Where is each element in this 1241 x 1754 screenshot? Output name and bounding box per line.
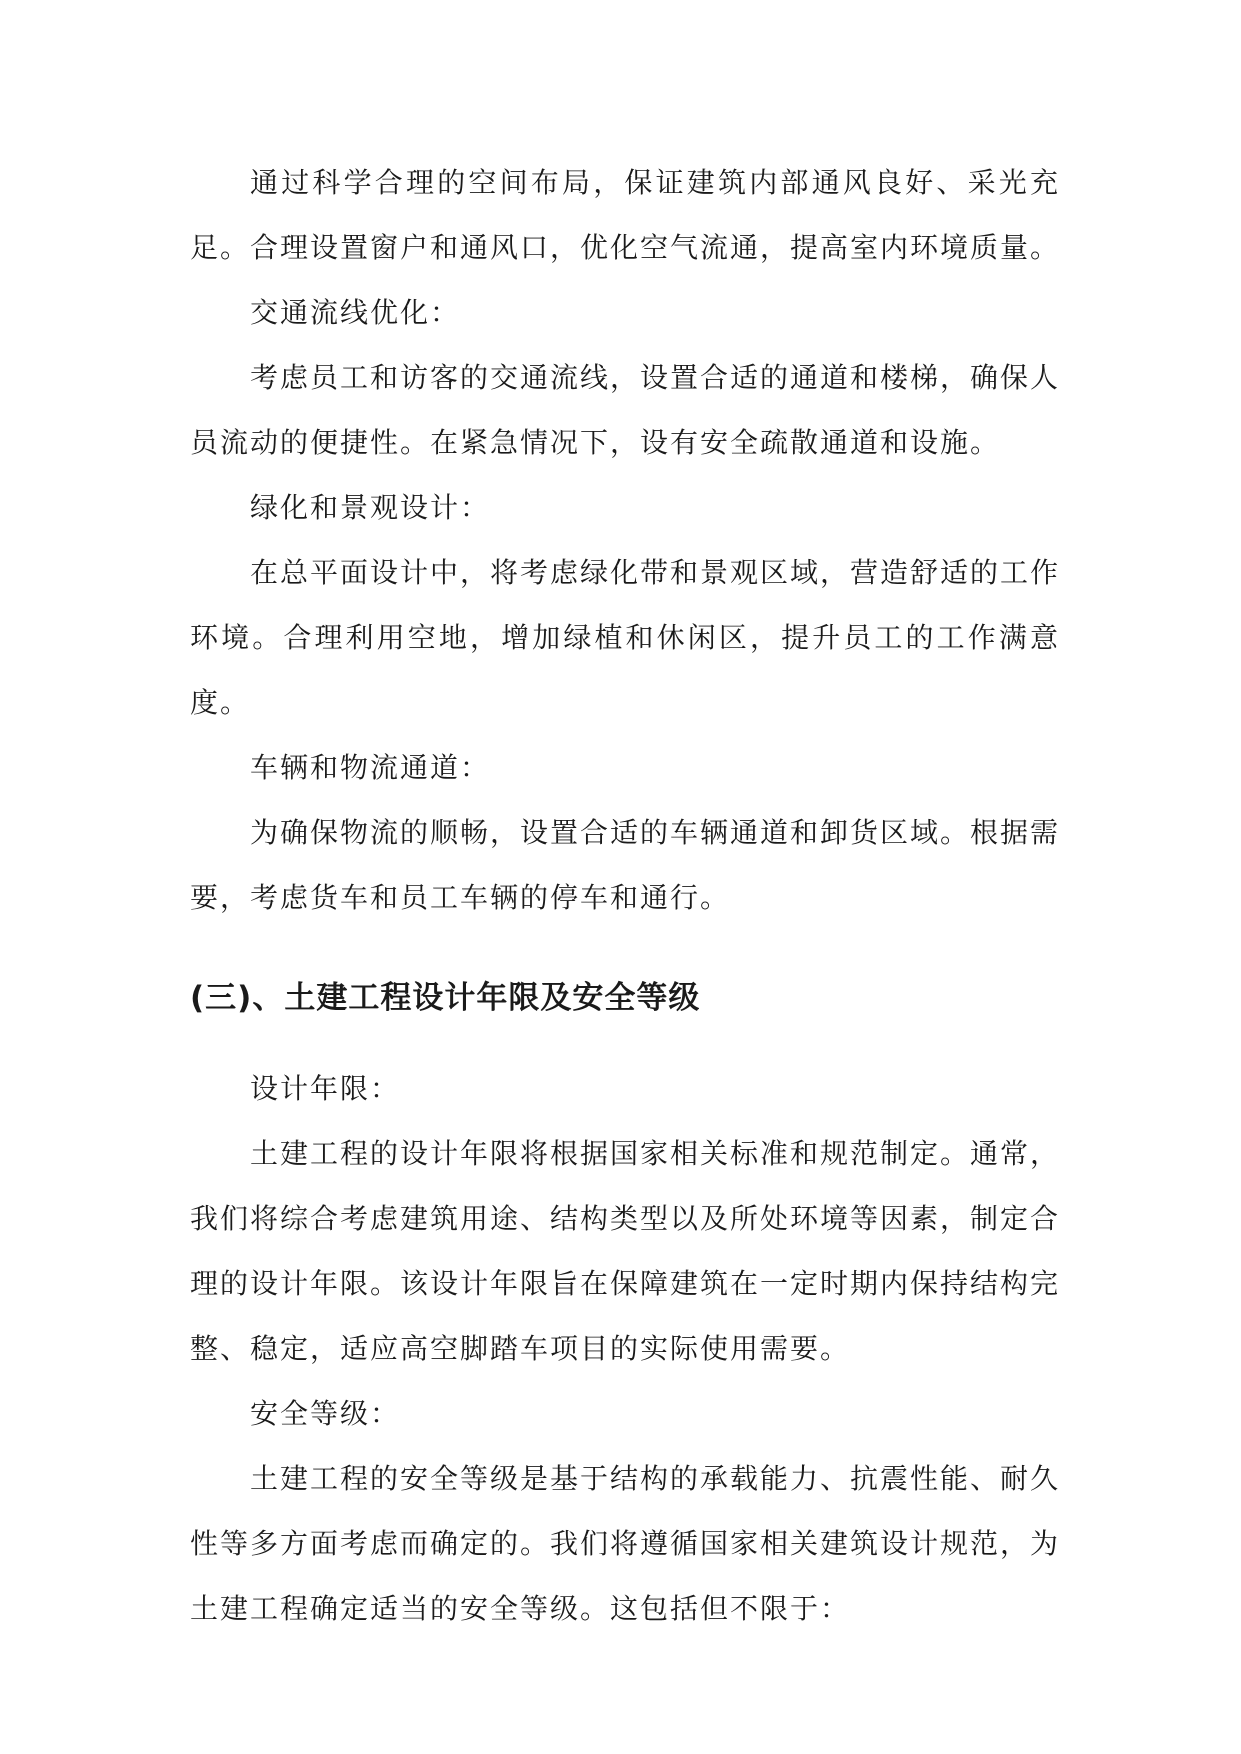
paragraph-safety-level: 土建工程的安全等级是基于结构的承载能力、抗震性能、耐久性等多方面考虑而确定的。我们将遵循国家相关建筑设计规范，为土建工程确定适当的安全等级。这包括但不限于： (190, 1462, 1061, 1625)
subheading-greening: 绿化和景观设计： (250, 491, 491, 524)
paragraph-design-life: 土建工程的设计年限将根据国家相关标准和规范制定。通常，我们将综合考虑建筑用途、结构类型以及所处环境等因素，制定合理的设计年限。该设计年限旨在保障建筑在一定时期内保持结构完整、稳定，适应高空脚踏车项目的实际使用需要。 (190, 1137, 1061, 1365)
paragraph-greening: 在总平面设计中，将考虑绿化带和景观区域，营造舒适的工作环境。合理利用空地，增加绿植和休闲区，提升员工的工作满意度。 (190, 556, 1061, 719)
paragraph-traffic-flow: 考虑员工和访客的交通流线，设置合适的通道和楼梯，确保人员流动的便捷性。在紧急情况下，设有安全疏散通道和设施。 (190, 361, 1061, 459)
section-title-civil-engineering: (三)、土建工程设计年限及安全等级 (190, 980, 701, 1016)
subheading-design-life: 设计年限： (250, 1072, 401, 1105)
subheading-traffic-flow: 交通流线优化： (250, 296, 461, 329)
subheading-safety-level: 安全等级： (250, 1397, 401, 1430)
subheading-vehicle-logistics: 车辆和物流通道： (250, 751, 491, 784)
paragraph-vehicle-logistics: 为确保物流的顺畅，设置合适的车辆通道和卸货区域。根据需要，考虑货车和员工车辆的停车和通行。 (190, 816, 1061, 914)
document-page (190, 150, 1060, 1641)
paragraph-ventilation: 通过科学合理的空间布局，保证建筑内部通风良好、采光充足。合理设置窗户和通风口，优化空气流通，提高室内环境质量。 (190, 166, 1061, 264)
